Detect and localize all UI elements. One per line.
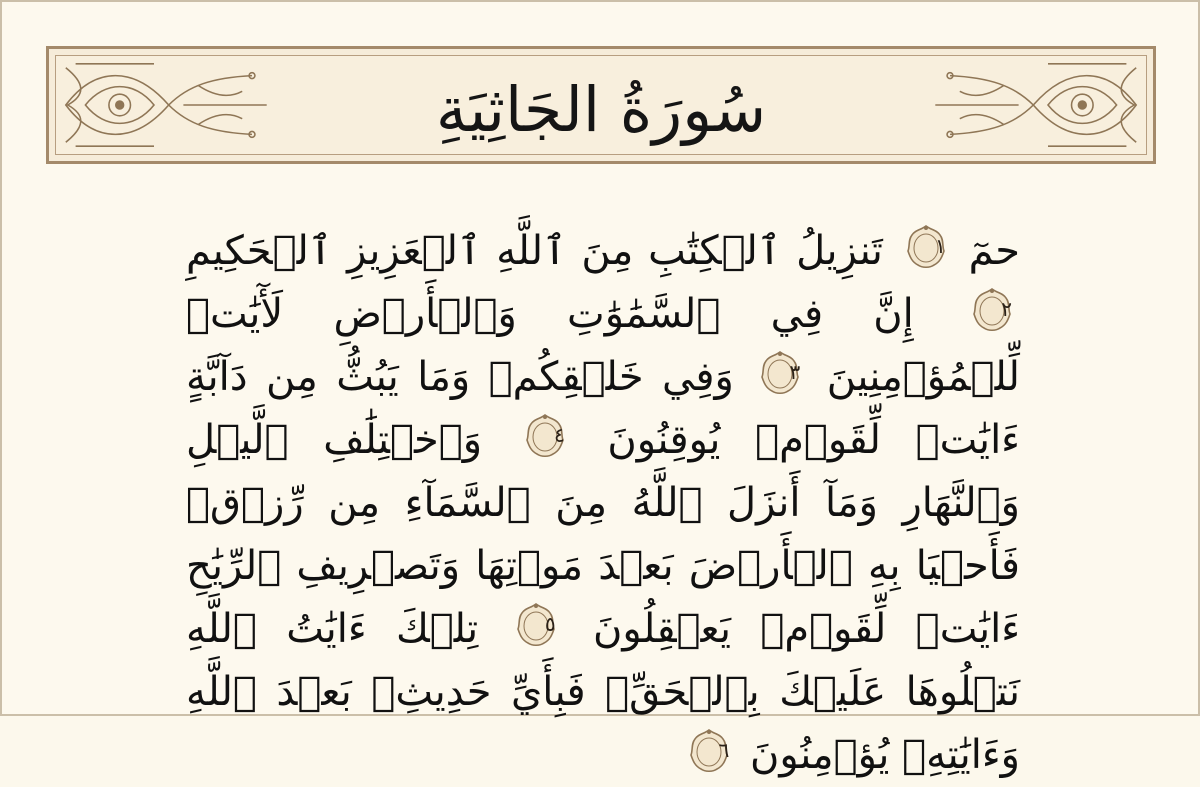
ayah-marker bbox=[906, 224, 946, 270]
surah-header-frame bbox=[55, 55, 1147, 155]
verse-text: حمٓ bbox=[968, 228, 1021, 274]
ayah-number: ٤ bbox=[553, 423, 565, 447]
ayah-number: ٦ bbox=[718, 738, 730, 762]
surah-title: سُورَةُ الجَاثِيَةِ bbox=[435, 73, 767, 146]
verse-text: تِلۡكَ ءَايَٰتُ ٱللَّهِ نَتۡلُوهَا عَلَيۡكَ بِٱلۡحَقِّۖ فَبِأَيِّ حَدِيثِۭ بَعۡدَ ٱللَّهِ وَءَايَٰتِهِۦ يُؤۡمِنُونَ bbox=[186, 606, 1020, 778]
ayah-marker bbox=[516, 602, 556, 648]
ayah-number: ١ bbox=[935, 234, 946, 258]
surah-header-banner bbox=[46, 46, 1156, 164]
ayah-marker bbox=[760, 350, 800, 396]
ayah-marker bbox=[689, 728, 729, 774]
ayah-number: ٢ bbox=[1001, 297, 1013, 321]
ayah-marker bbox=[525, 413, 565, 459]
verse-text: تَنزِيلُ ٱلۡكِتَٰبِ مِنَ ٱللَّهِ ٱلۡعَزِيزِ ٱلۡحَكِيمِ bbox=[186, 228, 883, 274]
ayah-number: ٥ bbox=[544, 612, 556, 636]
verses-body bbox=[186, 220, 1020, 787]
verse-text: وَٱخۡتِلَٰفِ ٱلَّيۡلِ وَٱلنَّهَارِ وَمَآ أَنزَلَ ٱللَّهُ مِنَ ٱلسَّمَآءِ مِن رِّزۡقٖ فَأَحۡيَا بِهِ ٱلۡأَرۡضَ بَعۡدَ مَوۡتِهَا وَتَصۡرِيفِ ٱلرِّيَٰحِ ءَايَٰتٞ لِّقَوۡمٖ يَعۡقِلُونَ bbox=[186, 417, 1021, 652]
verse-text: إِنَّ فِي ٱلسَّمَٰوَٰتِ وَٱلۡأَرۡضِ لَأٓيَٰتٖ لِّلۡمُؤۡمِنِينَ bbox=[186, 291, 1020, 400]
ayah-number: ٣ bbox=[789, 360, 801, 384]
ayah-marker bbox=[972, 287, 1012, 333]
verse-text: وَفِي خَلۡقِكُمۡ وَمَا يَبُثُّ مِن دَآبَّةٍ ءَايَٰتٞ لِّقَوۡمٖ يُوقِنُونَ bbox=[186, 354, 1020, 463]
